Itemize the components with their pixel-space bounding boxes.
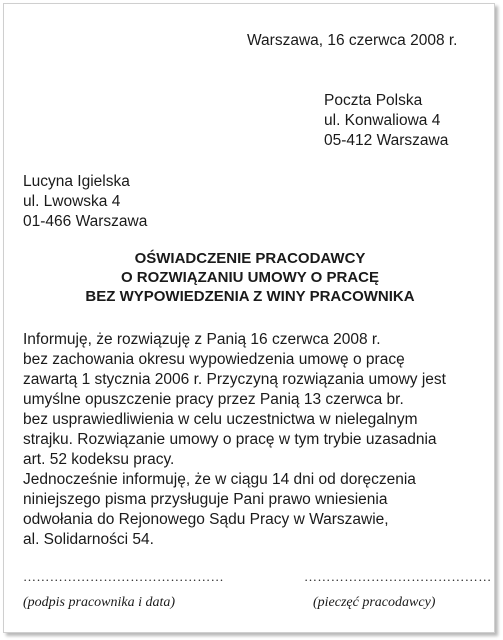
body-line: bez usprawiedliwienia w celu uczestnictwa w nielegalnym	[23, 411, 418, 428]
body-line: umyślne opuszczenie pracy przez Panią 13 czerwca br.	[23, 391, 404, 408]
recipient-name: Poczta Polska	[324, 92, 423, 109]
sender-city: 01-466 Warszawa	[23, 213, 148, 230]
recipient-street: ul. Konwaliowa 4	[324, 112, 441, 129]
body-line: art. 52 kodeksu pracy.	[23, 451, 175, 468]
body-line: zawartą 1 stycznia 2006 r. Przyczyną rozwiązania umowy jest	[23, 371, 446, 388]
title-line-1: OŚWIADCZENIE PRACODAWCY	[134, 250, 366, 267]
employer-stamp-line: ……………………………………	[304, 569, 492, 584]
body-line: Informuję, że rozwiązuję z Panią 16 czerwca 2008 r.	[23, 331, 381, 348]
sender-name: Lucyna Igielska	[23, 173, 130, 190]
document-body	[23, 330, 446, 550]
recipient-city: 05-412 Warszawa	[324, 132, 449, 149]
document-page	[3, 3, 495, 633]
employee-signature-line: ………………………………………	[23, 569, 224, 584]
body-line: odwołania do Rejonowego Sądu Pracy w Warszawie,	[23, 511, 389, 528]
body-line: al. Solidarności 54.	[23, 531, 154, 548]
title-line-2: O ROZWIĄZANIU UMOWY O PRACĘ	[120, 269, 380, 286]
body-line: bez zachowania okresu wypowiedzenia umowę o pracę	[23, 351, 405, 368]
date-line: Warszawa, 16 czerwca 2008 r.	[247, 32, 458, 49]
body-line: Jednocześnie informuję, że w ciągu 14 dni od doręczenia	[23, 471, 416, 488]
body-line: strajku. Rozwiązanie umowy o pracę w tym trybie uzasadnia	[23, 431, 437, 448]
recipient-address	[324, 91, 448, 151]
sender-street: ul. Lwowska 4	[23, 193, 121, 210]
title-line-3: BEZ WYPOWIEDZENIA Z WINY PRACOWNIKA	[85, 288, 415, 305]
employer-stamp-caption: (pieczęć pracodawcy)	[313, 595, 436, 610]
sender-address	[23, 172, 147, 232]
body-line: niniejszego pisma przysługuje Pani prawo wniesienia	[23, 491, 388, 508]
employee-signature-caption: (podpis pracownika i data)	[23, 595, 176, 610]
document-title	[4, 249, 496, 306]
